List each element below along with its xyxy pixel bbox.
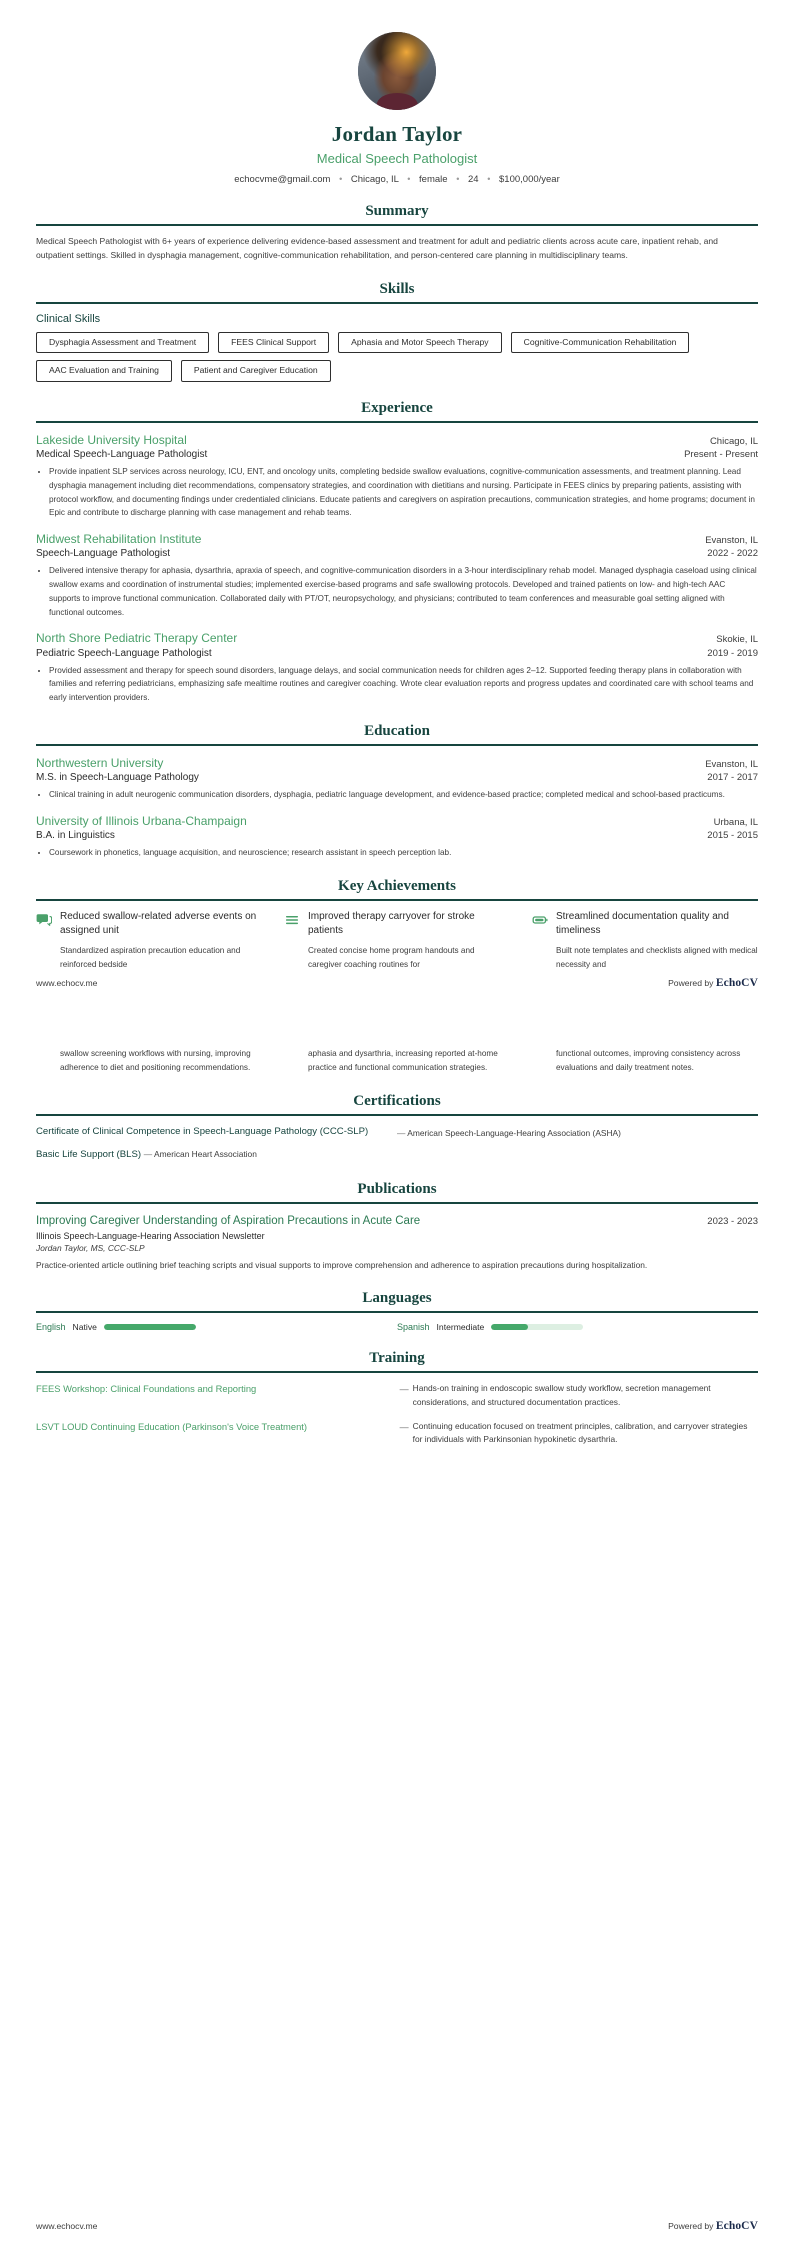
education-location: Urbana, IL <box>713 816 758 828</box>
training-name: FEES Workshop: Clinical Foundations and Reporting <box>36 1383 257 1395</box>
bullet-item: • Provided assessment and therapy for speech sound disorders, language delays, and social communication needs for children ages 2–12. Supported feeding therapy plans in collaboration with families and referring pediatricians, emphasizing safe mealtime routines and caregiver coaching. Wrote clear evaluation reports and progress updates and coordinated care with school teams and early intervention providers. <box>49 664 758 705</box>
achievement-description-continued: swallow screening workflows with nursing, improving adherence to diet and positioning recommendations. <box>60 1049 251 1073</box>
achievement-title: Reduced swallow-related adverse events on assigned unit <box>60 910 257 937</box>
skill-chip-list <box>36 332 758 382</box>
education-location: Evanston, IL <box>705 758 758 770</box>
section-divider <box>36 302 758 304</box>
skill-chip: Cognitive-Communication Rehabilitation <box>511 332 690 353</box>
page-title: Jordan Taylor <box>331 122 463 146</box>
training-name: LSVT LOUD Continuing Education (Parkinson's Voice Treatment) <box>36 1420 308 1432</box>
experience-dates: Present - Present <box>684 448 758 460</box>
achievement-item <box>284 910 510 972</box>
summary-text: Medical Speech Pathologist with 6+ years of experience delivering evidence-based assessment and treatment for adult and pediatric clients across acute care, inpatient rehab, and outpatient settings. Skilled in dysphagia management, cognitive-communication rehabilitation, and person-centered care planning in multidisciplinary teams. <box>36 236 718 260</box>
achievement-continuation-grid <box>36 1047 758 1074</box>
publication-description: Practice-oriented article outlining brief teaching scripts and visual supports to improve comprehension and adherence to aspiration precautions during hospitalization. <box>36 1259 648 1270</box>
dash-separator: — <box>399 1421 409 1432</box>
section-education <box>36 723 758 860</box>
experience-dates: 2022 - 2022 <box>707 548 758 560</box>
section-heading-training: Training <box>369 1350 425 1367</box>
skill-group-name: Clinical Skills <box>36 312 101 325</box>
experience-bullets <box>36 465 758 520</box>
skill-chip: Dysphagia Assessment and Treatment <box>36 332 209 353</box>
training-description: Continuing education focused on treatment principles, calibration, and carryover strategies for individuals with Parkinsonian hypokinetic dysarthria. <box>412 1420 748 1445</box>
certification-issuer-empty <box>397 1148 758 1150</box>
certification-item <box>36 1148 758 1162</box>
section-divider <box>36 224 758 226</box>
dash-separator: — <box>399 1384 409 1395</box>
page-break-gap <box>36 989 758 1047</box>
publication-dates: 2023 - 2023 <box>707 1215 758 1227</box>
footer-powered-label: Powered by <box>668 2221 716 2231</box>
achievement-description: Created concise home program handouts and caregiver coaching routines for <box>308 946 475 969</box>
bullet-item: • Coursework in phonetics, language acquisition, and neuroscience; research assistant in speech perception lab. <box>49 846 758 860</box>
experience-dates: 2019 - 2019 <box>707 647 758 659</box>
experience-organization: North Shore Pediatric Therapy Center <box>36 631 238 646</box>
section-training <box>36 1350 758 1446</box>
footer-brand <box>668 2220 758 2232</box>
experience-bullets <box>36 564 758 619</box>
section-certifications <box>36 1093 758 1163</box>
section-heading-key-achievements: Key Achievements <box>338 877 456 894</box>
footer-powered-label: Powered by <box>668 978 716 989</box>
education-dates: 2015 - 2015 <box>707 830 758 842</box>
language-proficiency-fill <box>104 1324 196 1330</box>
achievement-continuation <box>284 1047 510 1074</box>
section-summary <box>36 203 758 263</box>
language-name: Spanish <box>397 1322 430 1333</box>
achievement-title: Improved therapy carryover for stroke patients <box>308 910 475 937</box>
certification-item <box>36 1125 758 1140</box>
experience-entry <box>36 432 758 520</box>
section-key-achievements <box>36 878 758 972</box>
avatar-shoulder <box>377 93 418 110</box>
education-dates: 2017 - 2017 <box>707 772 758 784</box>
speech-bubble-icon <box>36 912 52 928</box>
bullet-item: • Clinical training in adult neurogenic communication disorders, dysphagia, pediatric language development, and evidence-based practice; completed medical and school-based practicums. <box>49 788 758 802</box>
experience-role: Speech-Language Pathologist <box>36 548 170 560</box>
section-divider <box>36 744 758 746</box>
language-proficiency-bar <box>491 1324 583 1330</box>
education-entry <box>36 813 758 860</box>
contact-separator: • <box>487 174 491 184</box>
experience-role: Pediatric Speech-Language Pathologist <box>36 647 212 659</box>
experience-location: Evanston, IL <box>705 535 758 547</box>
experience-location: Skokie, IL <box>716 634 758 646</box>
achievement-description: Built note templates and checklists aligned with medical necessity and <box>556 946 758 969</box>
skill-chip: Aphasia and Motor Speech Therapy <box>338 332 501 353</box>
achievement-description-continued: aphasia and dysarthria, increasing reported at-home practice and functional communication strategies. <box>308 1049 498 1073</box>
certification-issuer-name: American Heart Association <box>153 1149 257 1160</box>
language-name: English <box>36 1322 66 1333</box>
section-skills <box>36 281 758 382</box>
contact-separator: • <box>339 174 343 184</box>
section-languages <box>36 1290 758 1332</box>
contact-email: echocvme@gmail.com <box>234 174 331 185</box>
spacer-icon <box>284 1049 300 1065</box>
battery-icon <box>532 912 548 928</box>
spacer-icon <box>532 1049 548 1065</box>
language-list <box>36 1322 758 1332</box>
achievement-continuation <box>532 1047 758 1074</box>
language-level: Intermediate <box>436 1322 485 1333</box>
training-description: Hands-on training in endoscopic swallow study workflow, secretion management considerations, and structured documentation practices. <box>412 1383 711 1407</box>
section-heading-languages: Languages <box>362 1290 432 1307</box>
dash-separator: — <box>143 1149 153 1160</box>
education-bullets <box>36 846 758 860</box>
footer-url: www.echocv.me <box>36 978 98 989</box>
job-title: Medical Speech Pathologist <box>316 151 478 166</box>
footer-brand <box>668 977 758 989</box>
language-level: Native <box>72 1322 97 1333</box>
section-divider <box>36 1371 758 1373</box>
experience-entry <box>36 630 758 705</box>
contact-salary: $100,000/year <box>499 174 560 185</box>
section-divider <box>36 421 758 423</box>
page-break-footer <box>36 971 758 989</box>
training-item <box>36 1382 758 1409</box>
certification-name: Certificate of Clinical Competence in Speech-Language Pathology (CCC-SLP) <box>36 1125 369 1137</box>
achievement-description-continued: functional outcomes, improving consistency across evaluations and daily treatment notes. <box>556 1049 741 1073</box>
contact-separator: • <box>456 174 460 184</box>
publication-author: Jordan Taylor, MS, CCC-SLP <box>36 1242 145 1253</box>
section-publications <box>36 1181 758 1273</box>
experience-organization: Midwest Rehabilitation Institute <box>36 532 202 547</box>
education-school: Northwestern University <box>36 755 164 770</box>
footer-brand-name: EchoCV <box>715 2220 758 2232</box>
skill-chip: AAC Evaluation and Training <box>36 360 172 381</box>
publication-venue: Illinois Speech-Language-Hearing Association Newsletter <box>36 1230 265 1241</box>
education-degree: M.S. in Speech-Language Pathology <box>36 772 199 784</box>
section-divider <box>36 1202 758 1204</box>
certification-name <box>36 1148 397 1162</box>
achievement-grid <box>36 910 758 972</box>
skill-chip: Patient and Caregiver Education <box>181 360 331 381</box>
certification-name-text: Basic Life Support (BLS) <box>36 1149 142 1161</box>
section-heading-experience: Experience <box>361 399 433 416</box>
contact-age: 24 <box>468 174 479 185</box>
language-item <box>36 1322 397 1332</box>
education-entry <box>36 755 758 802</box>
section-divider <box>36 1311 758 1313</box>
skill-chip: FEES Clinical Support <box>218 332 329 353</box>
education-school: University of Illinois Urbana-Champaign <box>36 813 247 828</box>
section-divider <box>36 899 758 901</box>
document-footer <box>0 2220 794 2232</box>
experience-entry <box>36 531 758 619</box>
contact-gender: female <box>419 174 448 185</box>
experience-organization: Lakeside University Hospital <box>36 432 187 447</box>
bullet-item: • Delivered intensive therapy for aphasia, dysarthria, apraxia of speech, and cognitive-communication disorders in a 3-hour interdisciplinary rehab model. Managed dysphagia caseload using clinical swallow exams and coordination of instrumental studies; implemented exercise-based programs and safe swallowing protocols. Developed and trained patients on low- and high-tech AAC supports to improve functional communication. Collaborated daily with PT/OT, neuropsychology, and physicians; contributed to team conferences and measurable goal setting aligned with functional outcomes. <box>49 564 758 619</box>
certification-issuer <box>397 1125 758 1140</box>
section-heading-certifications: Certifications <box>353 1092 441 1109</box>
section-experience <box>36 400 758 705</box>
publication-title: Improving Caregiver Understanding of Aspiration Precautions in Acute Care <box>36 1214 421 1227</box>
dash-separator: — <box>397 1127 406 1138</box>
experience-bullets <box>36 664 758 705</box>
section-heading-skills: Skills <box>379 280 415 297</box>
contact-location: Chicago, IL <box>350 174 399 185</box>
equals-lines-icon <box>284 912 300 928</box>
contact-line <box>36 174 758 185</box>
training-item <box>36 1420 758 1447</box>
language-proficiency-bar <box>104 1324 196 1330</box>
publication-item <box>36 1213 758 1273</box>
experience-role: Medical Speech-Language Pathologist <box>36 448 208 460</box>
experience-location: Chicago, IL <box>709 435 758 447</box>
resume-header <box>36 0 758 185</box>
education-degree: B.A. in Linguistics <box>36 830 115 842</box>
achievement-continuation <box>36 1047 262 1074</box>
section-heading-publications: Publications <box>357 1180 437 1197</box>
section-heading-summary: Summary <box>365 203 429 219</box>
achievement-description: Standardized aspiration precaution education and reinforced bedside <box>60 946 241 969</box>
achievement-item <box>36 910 262 972</box>
achievement-item <box>532 910 758 972</box>
contact-separator: • <box>407 174 411 184</box>
section-divider <box>36 1114 758 1116</box>
section-heading-education: Education <box>364 722 430 739</box>
education-bullets <box>36 788 758 802</box>
language-proficiency-fill <box>491 1324 528 1330</box>
footer-url: www.echocv.me <box>36 2221 98 2231</box>
language-item <box>397 1322 758 1332</box>
avatar <box>358 32 436 110</box>
footer-brand-name: EchoCV <box>715 977 758 990</box>
bullet-item: • Provide inpatient SLP services across neurology, ICU, ENT, and oncology units, completing bedside swallow evaluations, cognitive-communication assessments, and treatment planning. Lead dysphagia management including diet recommendations, compensatory strategies, and coordination with dietitians and nursing. Participate in FEES clinics by preparing patients, assisting with protocol workflow, and documenting findings under credentialed clinicians. Educate patients and caregivers on aspiration precautions, communication strategies, and home programs; document in Epic and contribute to discharge planning with case management and rehab teams. <box>49 465 758 520</box>
certification-issuer-name: American Speech-Language-Hearing Association (ASHA) <box>407 1127 621 1138</box>
spacer-icon <box>36 1049 52 1065</box>
achievement-title: Streamlined documentation quality and timeliness <box>556 910 729 937</box>
